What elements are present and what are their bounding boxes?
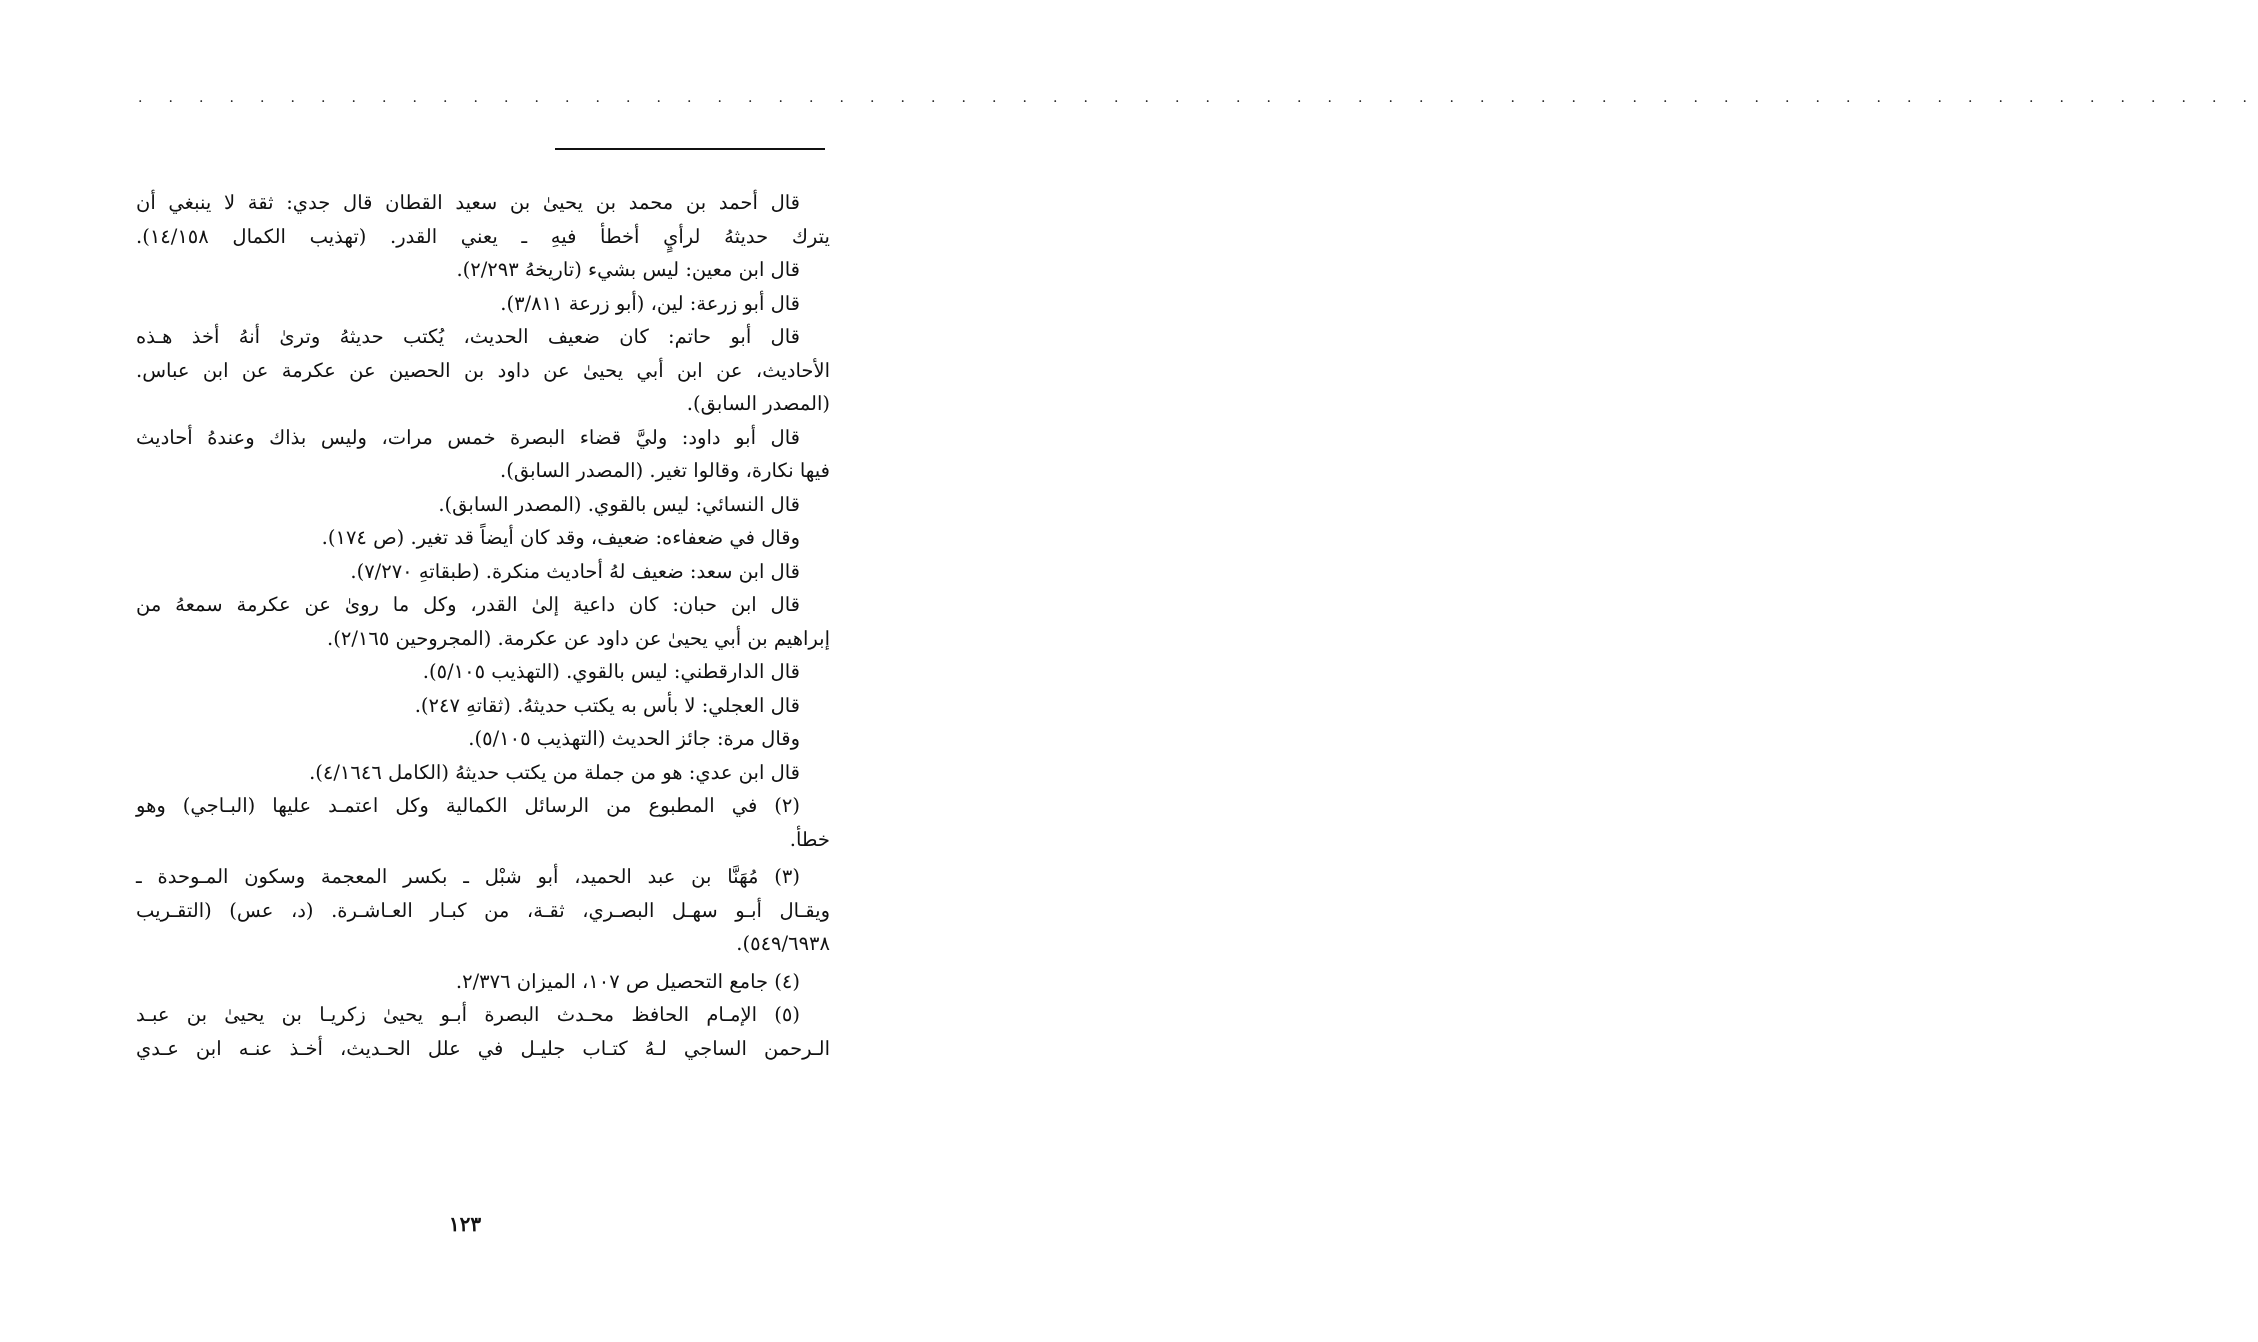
footnote-line: (٤) جامع التحصيل ص ١٠٧، الميزان ٢/٣٧٦. (455, 969, 800, 993)
footnote-line: ٥٤٩/٦٩٣٨). (736, 932, 830, 955)
text-line: قال أبو داود: وليَّ قضاء البصرة خمس مرات، وليس بذاك وعندهُ أحاديث (136, 425, 800, 449)
dotted-separator: . . . . . . . . . . . . . . . . . . . . . . . . . . . . . . . . . . . . . . . . . . . . . . . . . . . . . . . . . . . . . . . . . . . . . . (138, 90, 2258, 106)
text-line: وقال في ضعفاءه: ضعيف، وقد كان أيضاً قد تغير. (ص ١٧٤). (321, 526, 800, 549)
footnote-rule (555, 148, 825, 150)
text-line: قال الدارقطني: ليس بالقوي. (التهذيب ٥/١٠٥). (422, 660, 800, 683)
text-line: قال العجلي: لا بأس به يكتب حديثهُ. (ثقاتهِ ٢٤٧). (414, 693, 800, 717)
footnote-line: (٣) مُهَنَّا بن عبد الحميد، أبو شبْل ـ بكسر المعجمة وسكون المـوحدة ـ (136, 865, 800, 888)
text-line: قال النسائي: ليس بالقوي. (المصدر السابق). (438, 492, 800, 516)
text-line: وقال مرة: جائز الحديث (التهذيب ٥/١٠٥). (468, 727, 800, 750)
footnote-line: الـرحمن الساجي لـهُ كتـاب جليـل في علل الحـديث، أخـذ عنـه ابن عـدي (136, 1036, 830, 1060)
text-line: قال ابن سعد: ضعيف لهُ أحاديث منكرة. (طبقاتهِ ٧/٢٧٠). (350, 559, 800, 583)
text-line: قال ابن معين: ليس بشيء (تاريخهُ ٢/٢٩٣). (456, 258, 800, 281)
text-line: يترك حديثهُ لرأيٍ أخطأ فيهِ ـ يعني القدر. (تهذيب الكمال ١٤/١٥٨). (136, 224, 830, 248)
footnote-line: خطأ. (789, 827, 830, 851)
footnote-line: (٢) في المطبوع من الرسائل الكمالية وكل اعتمـد عليها (البـاجي) وهو (136, 794, 800, 817)
text-line: قال أحمد بن محمد بن يحيىٰ بن سعيد القطان قال جدي: ثقة لا ينبغي أن (136, 191, 800, 214)
footnote-line: ويقـال أبـو سهـل البصـري، ثقـة، من كبـار العـاشـرة. (د، عس) (التقـريب (136, 898, 830, 922)
page-text (136, 186, 830, 1065)
footnote-line: (٥) الإمـام الحافظ محـدث البصرة أبـو يحيىٰ زكريـا بن يحيىٰ بن عبـد (136, 1003, 800, 1026)
text-line: (المصدر السابق). (686, 392, 830, 415)
page-number: ١٢٣ (448, 1212, 482, 1236)
text-line: قال أبو زرعة: لين، (أبو زرعة ٣/٨١١). (500, 291, 800, 315)
text-line: قال أبو حاتم: كان ضعيف الحديث، يُكتب حديثهُ وترىٰ أنهُ أخذ هـذه (136, 325, 800, 348)
text-line: قال ابن حبان: كان داعية إلىٰ القدر، وكل ما روىٰ عن عكرمة سمعهُ من (136, 593, 800, 616)
text-line: إبراهيم بن أبي يحيىٰ عن داود عن عكرمة. (المجروحين ٢/١٦٥). (327, 626, 830, 650)
text-line: الأحاديث، عن ابن أبي يحيىٰ عن داود بن الحصين عن عكرمة عن ابن عباس. (136, 358, 830, 382)
text-line: فيها نكارة، وقالوا تغير. (المصدر السابق). (500, 459, 830, 482)
text-line: قال ابن عدي: هو من جملة من يكتب حديثهُ (الكامل ٤/١٦٤٦). (309, 760, 800, 784)
